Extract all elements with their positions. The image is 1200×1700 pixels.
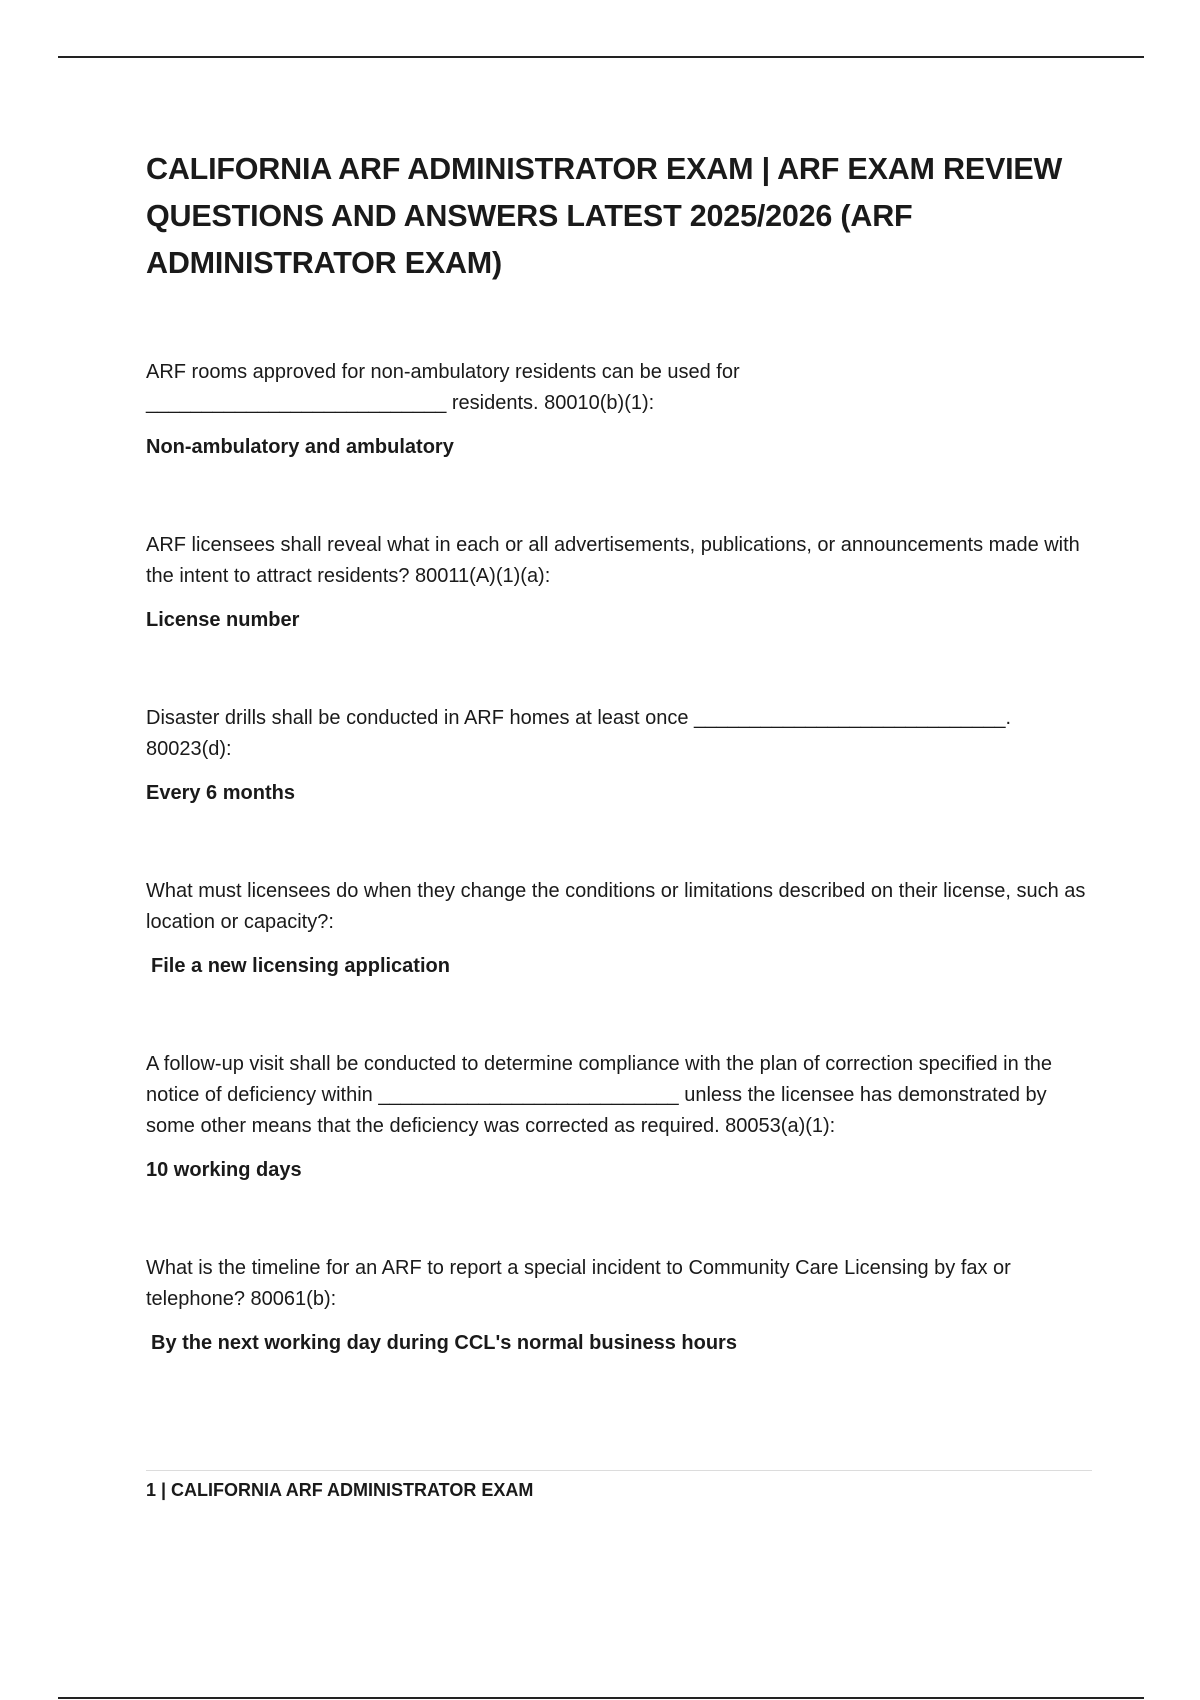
- document-title: CALIFORNIA ARF ADMINISTRATOR EXAM | ARF EXAM REVIEW QUESTIONS AND ANSWERS LATEST 2025/2026 (ARF ADMINISTRATOR EXAM): [146, 152, 1063, 280]
- qa-item: [146, 703, 1096, 808]
- top-rule: [58, 56, 1144, 58]
- qa-list: [146, 357, 1096, 1358]
- question-text: ARF licensees shall reveal what in each or all advertisements, publications, or announcements made with the intent to attract residents? 80011(A)(1)(a):: [146, 534, 1080, 587]
- question-text: ARF rooms approved for non-ambulatory residents can be used for ___________________________ residents. 80010(b)(1):: [146, 361, 740, 414]
- qa-item: [146, 357, 1096, 462]
- answer-text: 10 working days: [146, 1159, 302, 1181]
- answer-text: File a new licensing application: [151, 955, 450, 977]
- page-footer: 1 | CALIFORNIA ARF ADMINISTRATOR EXAM: [146, 1470, 1092, 1503]
- qa-item: [146, 1049, 1096, 1185]
- answer-text: By the next working day during CCL's normal business hours: [151, 1332, 737, 1354]
- question-text: What is the timeline for an ARF to report a special incident to Community Care Licensing by fax or telephone? 80061(b):: [146, 1257, 1011, 1310]
- qa-item: [146, 530, 1096, 635]
- answer-text: License number: [146, 609, 300, 631]
- question-text: A follow-up visit shall be conducted to determine compliance with the plan of correction specified in the notice of deficiency within ___________________________ unless the licensee has demonstrated by some other means that the deficiency was corrected as required. 80053(a)(1):: [146, 1053, 1053, 1137]
- question-text: Disaster drills shall be conducted in ARF homes at least once ____________________________. 80023(d):: [146, 707, 1012, 760]
- answer-text: Non-ambulatory and ambulatory: [146, 436, 454, 458]
- answer-text: Every 6 months: [146, 782, 295, 804]
- question-text: What must licensees do when they change the conditions or limitations described on their license, such as location or capacity?:: [146, 880, 1086, 933]
- qa-item: [146, 1253, 1096, 1358]
- page-content: [146, 146, 1096, 1426]
- qa-item: [146, 876, 1096, 981]
- bottom-rule: [58, 1697, 1144, 1699]
